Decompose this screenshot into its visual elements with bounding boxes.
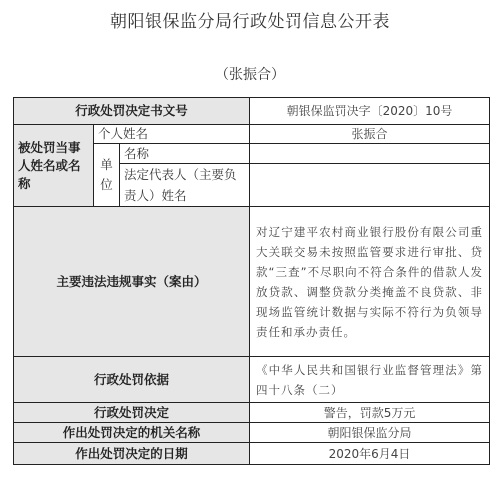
basis-row [14,357,490,403]
penalty-info-table [13,97,490,465]
decision-row [14,403,490,423]
legal-rep-label: 法定代表人（主要负责人）姓名 [120,164,250,207]
decision-number-value: 朝银保监罚决字〔2020〕10号 [250,98,490,125]
decision-number-row [14,98,490,125]
unit-label-char-2: 位 [100,177,113,192]
decision-number-label: 行政处罚决定书文号 [14,98,250,125]
unit-name-label: 名称 [120,144,250,164]
violation-label: 主要违法违规事实（案由） [14,207,250,357]
basis-label: 行政处罚依据 [14,357,250,403]
individual-name-row [14,125,490,144]
violation-value: 对辽宁建平农村商业银行股份有限公司重大关联交易未按照监管要求进行审批、贷款“三查”不尽职向不符合条件的借款人发放贷款、调整贷款分类掩盖不良贷款、非现场监管统计数据与实际不符行为负领导责任和承办责任。 [250,207,490,357]
unit-label [94,144,120,207]
party-label: 被处罚当事人姓名或名称 [14,125,94,207]
date-label: 作出处罚决定的日期 [14,443,250,465]
date-row [14,443,490,465]
legal-rep-value [250,164,490,207]
document-subtitle: （张振合） [215,67,285,83]
document-title: 朝阳银保监分局行政处罚信息公开表 [110,12,390,32]
individual-name-label: 个人姓名 [94,125,250,144]
decision-value: 警告，罚款5万元 [250,403,490,423]
authority-label: 作出处罚决定的机关名称 [14,423,250,443]
basis-value: 《中华人民共和国银行业监督管理法》第四十八条（二） [250,357,490,403]
date-value: 2020年6月4日 [250,443,490,465]
unit-label-char-1: 单 [100,157,113,172]
unit-name-value [250,144,490,164]
individual-name-value: 张振合 [250,125,490,144]
authority-value: 朝阳银保监分局 [250,423,490,443]
decision-label: 行政处罚决定 [14,403,250,423]
authority-row [14,423,490,443]
violation-row [14,207,490,357]
